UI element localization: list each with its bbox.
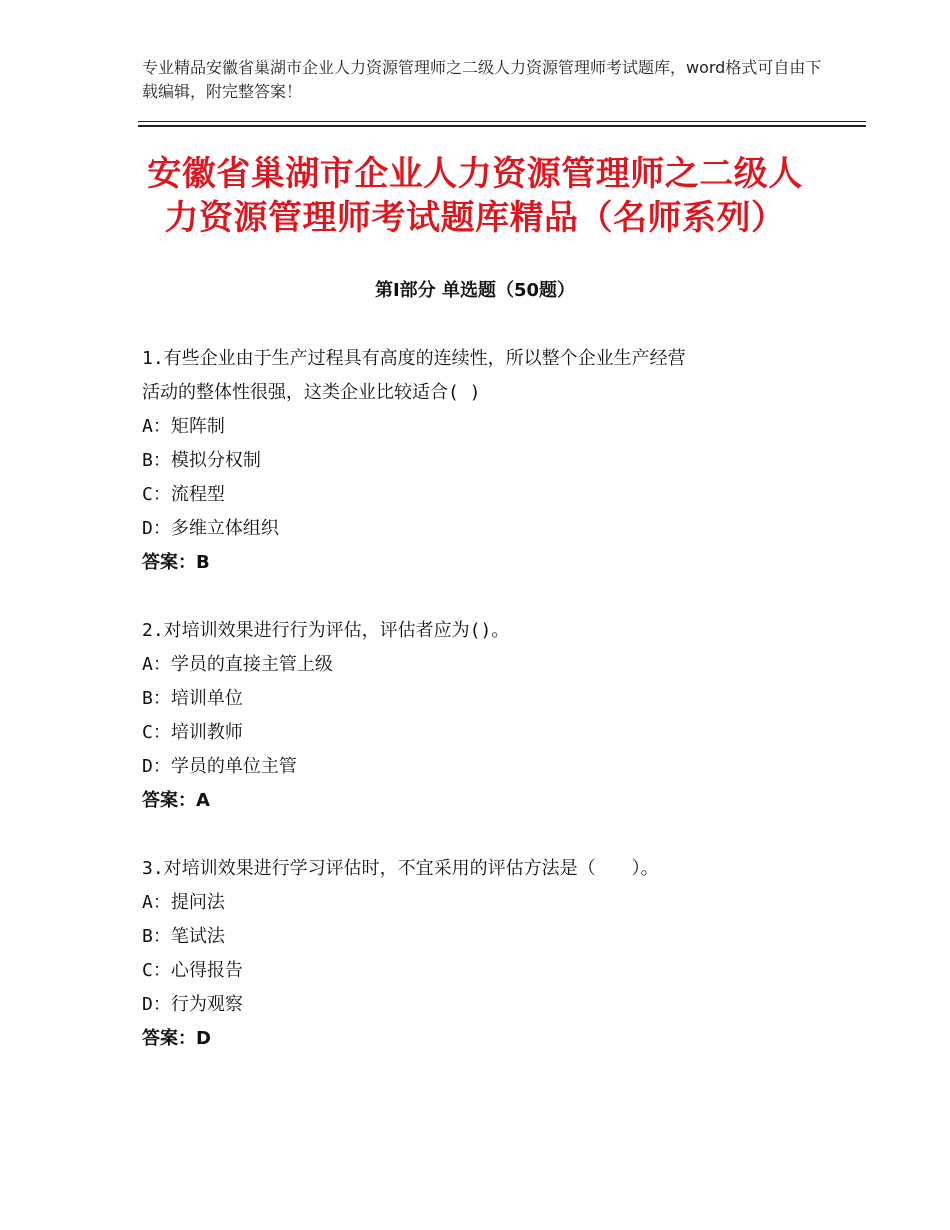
question-3-option-a: A：提问法	[142, 892, 225, 913]
question-2-stem: 2.对培训效果进行行为评估，评估者应为()。	[142, 620, 510, 641]
header-rule-thick	[138, 125, 866, 127]
question-3	[142, 852, 842, 1056]
question-3-option-b: B：笔试法	[142, 926, 225, 947]
document-title	[100, 152, 850, 240]
document-title-line-1: 安徽省巢湖市企业人力资源管理师之二级人	[147, 154, 803, 194]
question-1-option-b: B：模拟分权制	[142, 450, 261, 471]
question-1-option-a: A：矩阵制	[142, 416, 225, 437]
question-1-option-d: D：多维立体组织	[142, 518, 279, 539]
question-2-option-c: C：培训教师	[142, 722, 243, 743]
question-1-option-c: C：流程型	[142, 484, 225, 505]
document-title-line-2: 力资源管理师考试题库精品（名师系列）	[164, 198, 786, 238]
question-2-answer: 答案：A	[142, 790, 210, 811]
question-1-stem-line-2: 活动的整体性很强，这类企业比较适合( )	[142, 382, 481, 403]
question-2-option-a: A：学员的直接主管上级	[142, 654, 333, 675]
question-3-option-d: D：行为观察	[142, 994, 243, 1015]
question-2-option-d: D：学员的单位主管	[142, 756, 297, 777]
question-2-option-b: B：培训单位	[142, 688, 243, 709]
section-heading: 第Ⅰ部分 单选题（50题）	[374, 280, 575, 301]
question-3-stem: 3.对培训效果进行学习评估时，不宜采用的评估方法是（ ）。	[142, 858, 659, 879]
question-3-option-c: C：心得报告	[142, 960, 243, 981]
header-note: 专业精品安徽省巢湖市企业人力资源管理师之二级人力资源管理师考试题库，word格式可自由下载编辑，附完整答案！	[142, 58, 822, 101]
question-1-answer: 答案：B	[142, 552, 210, 573]
question-1	[142, 342, 842, 580]
header-rule-thin	[138, 121, 866, 122]
question-1-stem-line-1: 1.有些企业由于生产过程具有高度的连续性，所以整个企业生产经营	[142, 348, 686, 369]
question-3-answer: 答案：D	[142, 1028, 211, 1049]
question-list	[142, 342, 842, 1090]
question-2	[142, 614, 842, 818]
